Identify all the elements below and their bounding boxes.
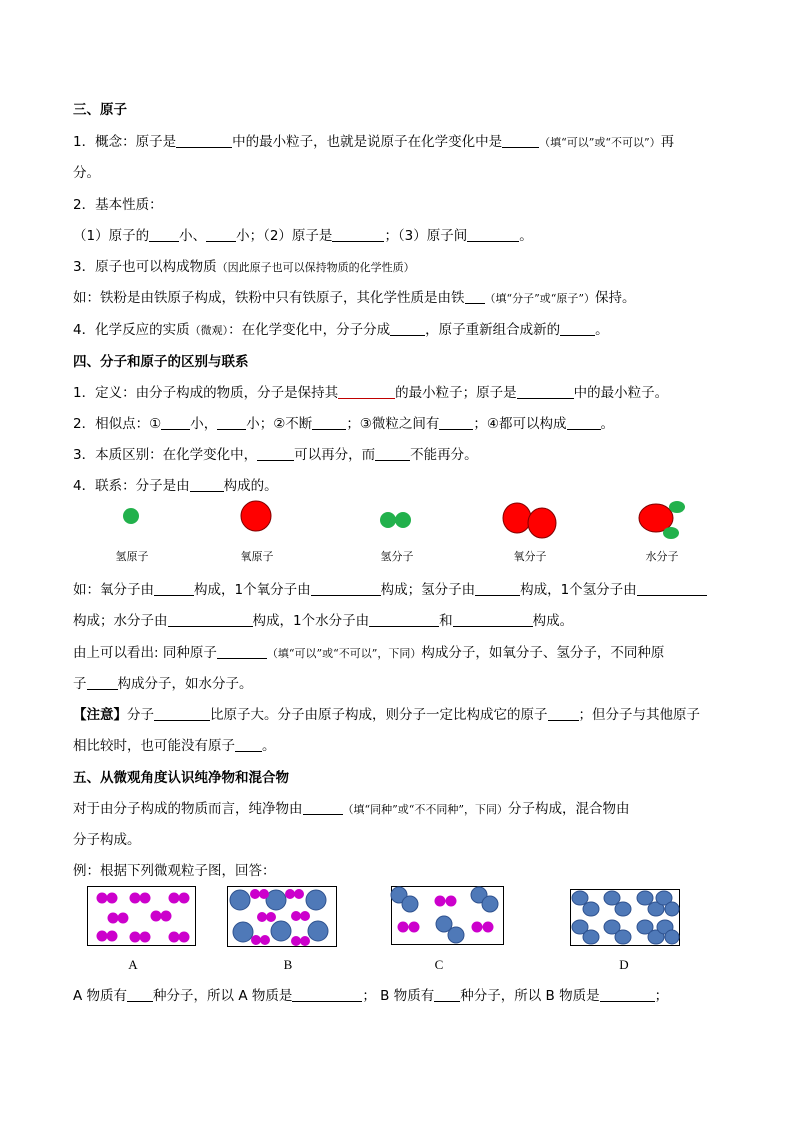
s5-line2: 分子构成。: [73, 832, 141, 848]
blank[interactable]: [217, 415, 246, 430]
blank[interactable]: [292, 987, 362, 1002]
section-4-title: 四、分子和原子的区别与联系: [73, 354, 249, 370]
blank[interactable]: [312, 415, 346, 430]
s5-question-line: A 物质有 种分子，所以 A 物质是 ； B 物质有 种分子，所以 B 物质是 ；: [73, 988, 669, 1004]
blank[interactable]: [369, 612, 439, 627]
blank[interactable]: [217, 644, 267, 659]
blank[interactable]: [154, 706, 210, 721]
s3-line1-cont: 分。: [73, 165, 100, 181]
blank[interactable]: [190, 477, 224, 492]
s4-note-line1: 【注意】分子 比原子大。分子由原子构成，则分子一定比构成它的原子 ；但分子与其他原子: [73, 707, 700, 723]
box-a-label: A: [128, 957, 138, 972]
blank[interactable]: [375, 446, 410, 461]
section-3-title: 三、原子: [73, 102, 127, 118]
s3-line6: 4．化学反应的实质（微观）：在化学变化中，分子分成 ，原子重新组合成新的 。: [73, 322, 609, 338]
blank[interactable]: [517, 384, 574, 399]
label-hydrogen-atom: 氢原子: [115, 550, 149, 563]
s4-line2: 2．相似点：① 小， 小；②不断 ；③微粒之间有 ；④都可以构成 。: [73, 416, 615, 432]
label-hydrogen-molecule: 氢分子: [380, 550, 414, 563]
box-d-label: D: [619, 957, 629, 972]
blank[interactable]: [548, 706, 579, 721]
blank[interactable]: [87, 675, 118, 690]
blank[interactable]: [439, 415, 473, 430]
blank[interactable]: [161, 415, 190, 430]
s4-example-line1: 如：氧分子由 构成，1个氧分子由 构成；氢分子由 构成，1个氢分子由: [73, 581, 707, 599]
box-b: [228, 887, 337, 947]
blank[interactable]: [453, 612, 533, 627]
oxygen-molecule: [503, 503, 556, 538]
blank[interactable]: [465, 289, 485, 304]
s4-line4: 4．联系：分子是由 构成的。: [73, 478, 278, 494]
s3-line4: 3．原子也可以构成物质（因此原子也可以保持物质的化学性质）: [73, 259, 415, 275]
s5-line3: 例：根据下列微观粒子图，回答：: [73, 863, 276, 879]
s3-line1: 1．概念：原子是 中的最小粒子，也就是说原子在化学变化中是 （填“可以”或“不可以”）再: [73, 134, 675, 150]
blank[interactable]: [637, 581, 707, 596]
box-c: [391, 887, 504, 945]
blank[interactable]: [206, 227, 236, 242]
blank[interactable]: [567, 415, 601, 430]
s4-line3: 3．本质区别：在化学变化中， 可以再分，而 不能再分。: [73, 447, 478, 463]
blank[interactable]: [154, 581, 194, 596]
label-oxygen-atom: 氧原子: [240, 550, 274, 563]
blank[interactable]: [257, 446, 294, 461]
atom-molecule-figure: [0, 495, 794, 545]
s4-example-line4: 子 构成分子，如水分子。: [73, 676, 253, 692]
blank[interactable]: [390, 321, 425, 336]
particle-diagrams: [0, 884, 794, 950]
hydrogen-molecule: [380, 512, 411, 528]
blank[interactable]: [338, 384, 395, 399]
s4-line1: 1．定义：由分子构成的物质，分子是保持其 的最小粒子；原子是 中的最小粒子。: [73, 385, 669, 401]
blank[interactable]: [149, 227, 179, 242]
s4-example-line3: 由上可以看出: 同种原子 （填“可以”或“不可以”，下同）构成分子，如氧分子、氢分子，不同种原: [73, 645, 665, 661]
s3-line5: 如：铁粉是由铁原子构成，铁粉中只有铁原子，其化学性质是由铁 （填“分子”或“原子”）保持。: [73, 290, 636, 306]
oxygen-atom: [241, 501, 271, 531]
box-a: [88, 887, 196, 946]
box-d: [571, 890, 680, 946]
blank[interactable]: [600, 987, 655, 1002]
box-b-label: B: [283, 957, 293, 972]
s4-example-line2: 构成；水分子由 构成，1个水分子由 和 构成。: [73, 613, 574, 629]
blank[interactable]: [235, 737, 262, 752]
blank[interactable]: [127, 987, 153, 1002]
blank[interactable]: [502, 133, 539, 148]
s5-line1: 对于由分子构成的物质而言，纯净物由 （填“同种”或“不不同种”，下同）分子构成，混合物由: [73, 801, 630, 817]
label-water-molecule: 水分子: [645, 550, 679, 563]
blank[interactable]: [434, 987, 460, 1002]
blank[interactable]: [176, 133, 232, 148]
blank[interactable]: [311, 581, 381, 596]
s4-note-line2: 相比较时，也可能没有原子 。: [73, 738, 276, 754]
box-c-label: C: [434, 957, 444, 972]
blank[interactable]: [467, 227, 519, 242]
blank[interactable]: [560, 321, 595, 336]
hydrogen-atom: [123, 508, 139, 524]
label-oxygen-molecule: 氧分子: [513, 550, 547, 563]
blank[interactable]: [332, 227, 384, 242]
section-5-title: 五、从微观角度认识纯净物和混合物: [73, 770, 289, 786]
blank[interactable]: [168, 612, 253, 627]
water-molecule: [639, 501, 685, 539]
blank[interactable]: [303, 800, 343, 815]
s3-line3: （1）原子的 小、 小；（2）原子是 ；（3）原子间 。: [73, 228, 533, 244]
s3-line2: 2．基本性质：: [73, 197, 163, 213]
blank[interactable]: [475, 581, 520, 596]
